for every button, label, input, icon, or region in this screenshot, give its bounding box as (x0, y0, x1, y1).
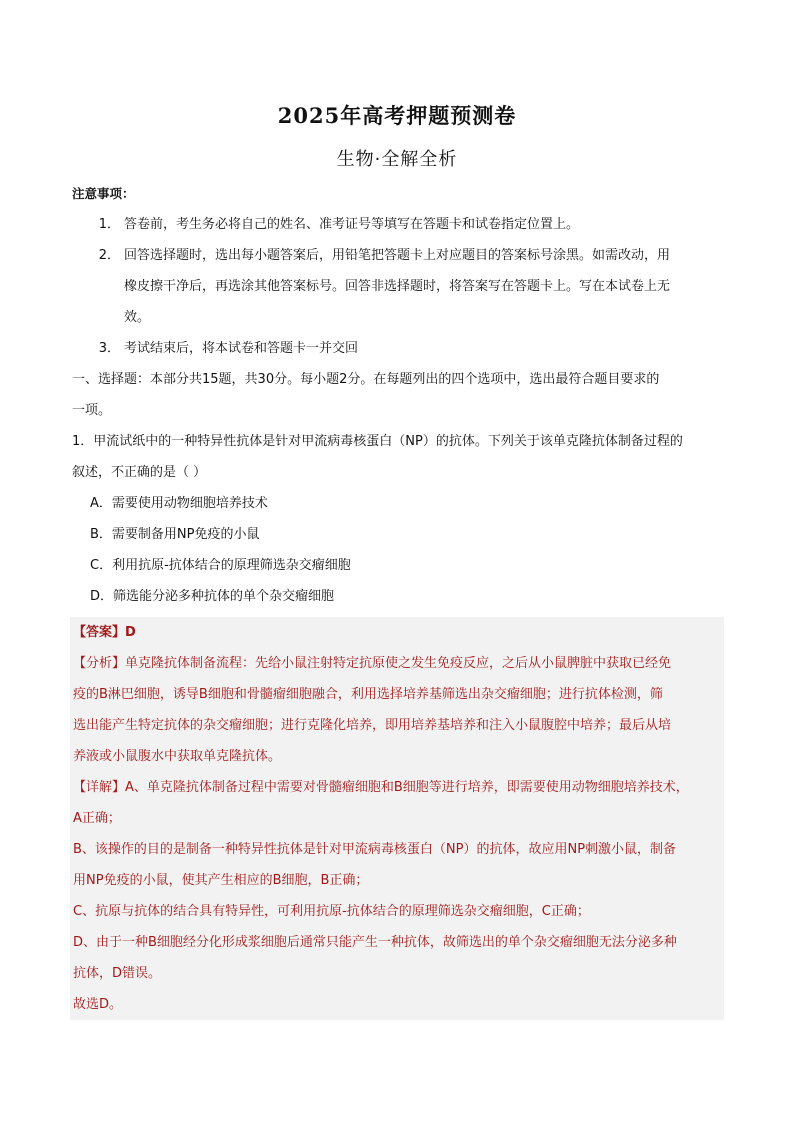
notice-heading: 注意事项： (72, 186, 135, 201)
notice-item-number: 1． (98, 217, 120, 232)
question-stem: 叙述，不正确的是（ ） (72, 465, 207, 480)
detail-text: 用NP免疫的小鼠，使其产生相应的B细胞，B正确； (73, 873, 369, 888)
solution-section (73, 617, 725, 1020)
option-c: C．利用抗原-抗体结合的原理筛选杂交瘤细胞 (90, 558, 351, 573)
detail-text: C、抗原与抗体的结合具有特异性，可利用抗原-抗体结合的原理筛选杂交瘤细胞，C正确； (73, 904, 590, 919)
notice-item (72, 209, 724, 240)
notice-item-text: 回答选择题时，选出每小题答案后，用铅笔把答题卡上对应题目的答案标号涂黑。如需改动，用 (124, 248, 671, 263)
section-heading: 一项。 (72, 403, 112, 418)
detail-text: A正确； (73, 811, 121, 826)
notice-item-text: 答卷前，考生务必将自己的姓名、准考证号等填写在答题卡和试卷指定位置上。 (124, 217, 580, 232)
notice-item (72, 333, 724, 364)
notice-item-number: 3． (98, 341, 120, 356)
option-a: A．需要使用动物细胞培养技术 (90, 496, 268, 511)
notice-section (72, 178, 724, 426)
question-1 (72, 426, 724, 612)
notice-item (72, 240, 724, 271)
detail-text: B、该操作的目的是制备一种特异性抗体是针对甲流病毒核蛋白（NP）的抗体，故应用NP刺激小鼠，制备 (73, 842, 677, 857)
notice-item-number: 2． (98, 248, 120, 263)
conclusion-text: 故选D。 (73, 997, 123, 1012)
option-b: B．需要制备用NP免疫的小鼠 (90, 527, 260, 542)
notice-item-text: 效。 (124, 310, 151, 325)
answer-label: 【答案】D (73, 625, 136, 640)
question-stem: 1．甲流试纸中的一种特异性抗体是针对甲流病毒核蛋白（NP）的抗体。下列关于该单克隆抗体制备过程的 (72, 434, 683, 449)
section-heading: 一、选择题：本部分共15题，共30分。每小题2分。在每题列出的四个选项中，选出最符合题目要求的 (72, 372, 660, 387)
option-d: D．筛选能分泌多种抗体的单个杂交瘤细胞 (90, 589, 335, 604)
detail-text: 抗体，D错误。 (73, 966, 162, 981)
detail-text: 【详解】A、单克隆抗体制备过程中需要对骨髓瘤细胞和B细胞等进行培养，即需要使用动物细胞培养技术， (73, 780, 689, 795)
analysis-text: 疫的B淋巴细胞，诱导B细胞和骨髓瘤细胞融合，利用选择培养基筛选出杂交瘤细胞；进行抗体检测，筛 (73, 687, 663, 702)
notice-item-text: 考试结束后，将本试卷和答题卡一并交回 (124, 341, 359, 356)
analysis-text: 选出能产生特定抗体的杂交瘤细胞；进行克隆化培养，即用培养基培养和注入小鼠腹腔中培养；最后从培 (73, 718, 672, 733)
page-subtitle: 生物·全解全析 (336, 149, 458, 170)
detail-text: D、由于一种B细胞经分化形成浆细胞后通常只能产生一种抗体，故筛选出的单个杂交瘤细胞无法分泌多种 (73, 935, 677, 950)
analysis-text: 养液或小鼠腹水中获取单克隆抗体。 (73, 749, 282, 764)
notice-item-text: 橡皮擦干净后，再选涂其他答案标号。回答非选择题时，将答案写在答题卡上。写在本试卷上无 (124, 279, 671, 294)
analysis-text: 【分析】单克隆抗体制备流程：先给小鼠注射特定抗原使之发生免疫反应，之后从小鼠脾脏中获取已经免 (73, 656, 672, 671)
page-title: 2025年高考押题预测卷 (277, 103, 517, 128)
